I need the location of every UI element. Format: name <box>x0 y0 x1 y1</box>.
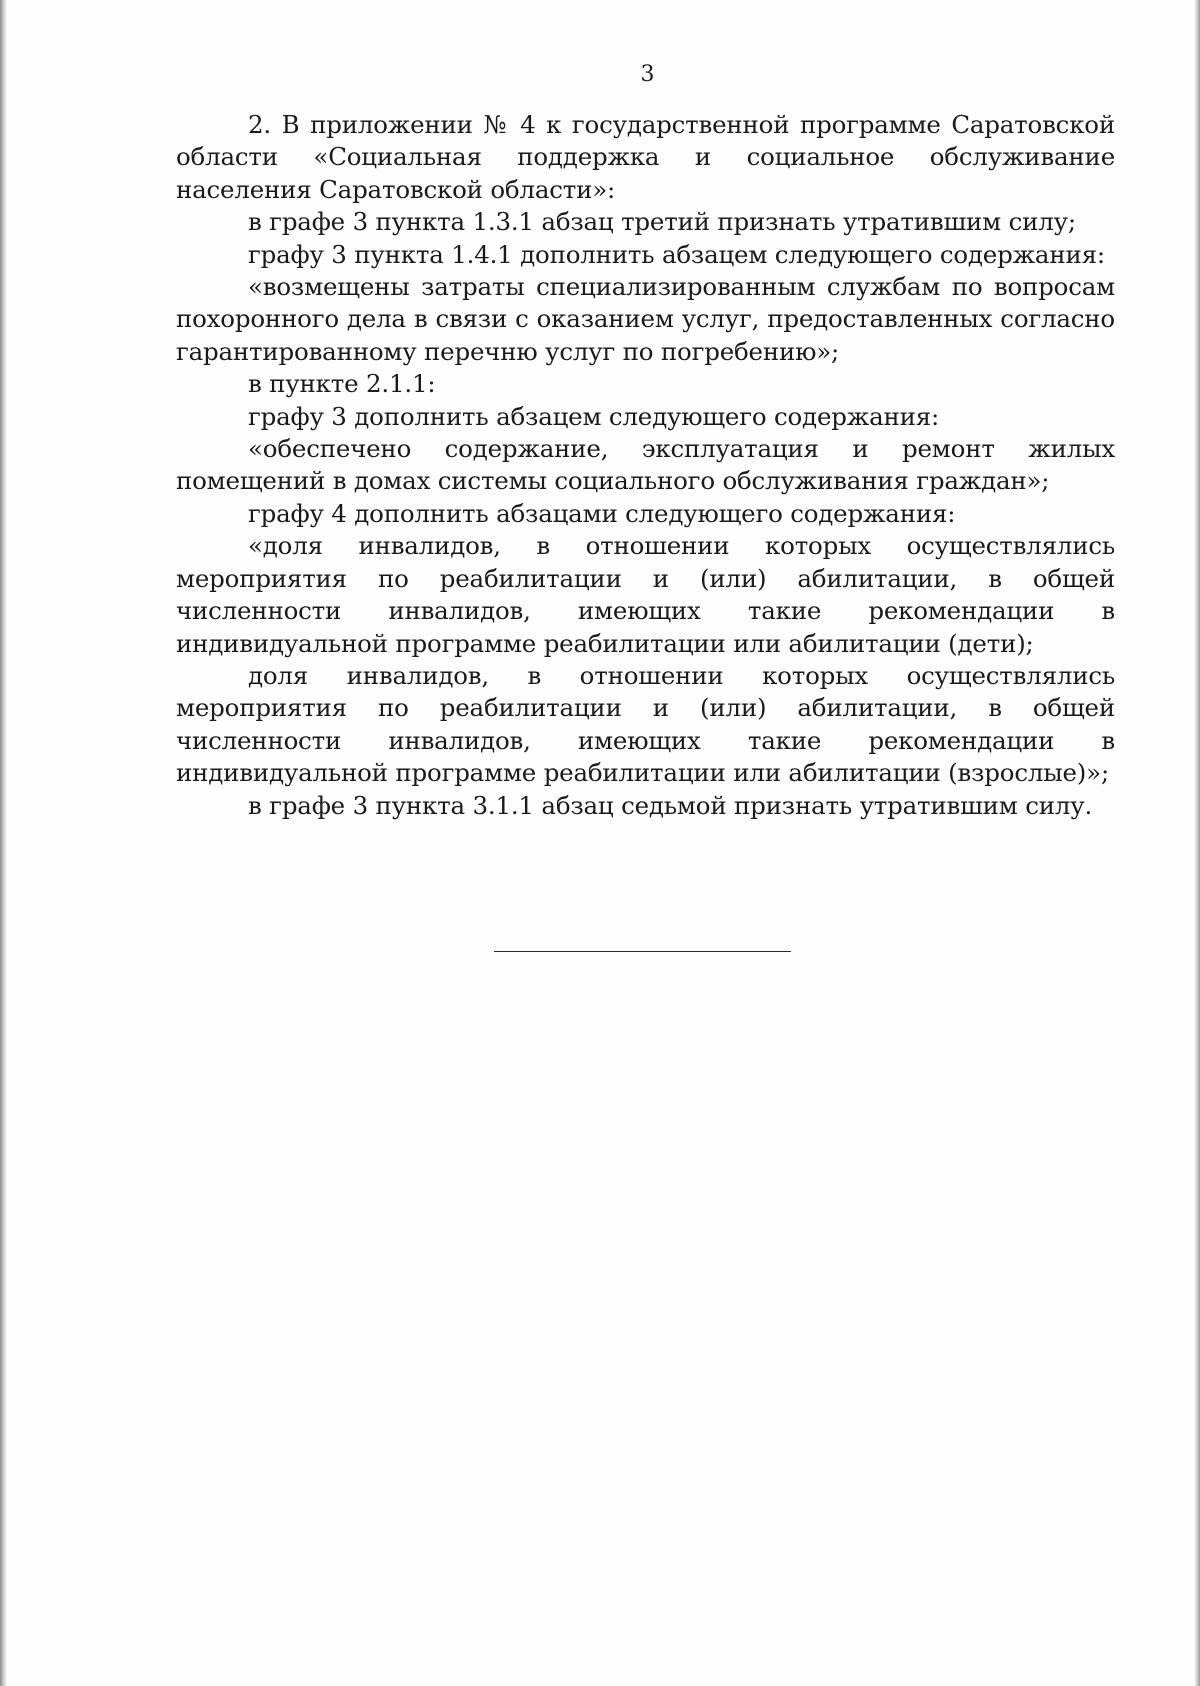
paragraph-item-1-4-1: графу 3 пункта 1.4.1 дополнить абзацем следующего содержания: <box>248 239 1105 269</box>
paragraph-quote-funeral-services: «возмещены затраты специализированным службам по вопросам похоронного дела в связи с оказанием услуг, предоставленных согласно гарантированному перечню услуг по погребению»; <box>176 272 1115 366</box>
document-body <box>176 109 1115 822</box>
end-of-text-rule <box>494 951 791 952</box>
paragraph-quote-housing-maintenance: «обеспечено содержание, эксплуатация и ремонт жилых помещений в домах системы социального обслуживания граждан»; <box>176 434 1115 496</box>
paragraph-column-3: графу 3 дополнить абзацем следующего содержания: <box>248 401 940 431</box>
paragraph-quote-disabled-adults: доля инвалидов, в отношении которых осуществлялись мероприятия по реабилитации и (или) абилитации, в общей численности инвалидов, имеющих такие рекомендации в индивидуальной программе реабилитации или абилитации (взрослые)»; <box>176 660 1115 788</box>
paragraph-quote-disabled-children: «доля инвалидов, в отношении которых осуществлялись мероприятия по реабилитации и (или) абилитации, в общей численности инвалидов, имеющих такие рекомендации в индивидуальной программе реабилитации или абилитации (дети); <box>176 531 1115 658</box>
scan-edge-right <box>1194 0 1200 1686</box>
paragraph-item-1-3-1: в графе 3 пункта 1.3.1 абзац третий признать утратившим силу; <box>248 207 1076 237</box>
paragraph-amendment-intro: 2. В приложении № 4 к государственной программе Саратовской области «Социальная поддержка и социальное обслуживание населения Саратовской области»: <box>176 110 1115 204</box>
page-number: 3 <box>640 62 655 87</box>
scan-edge-left <box>0 0 7 1686</box>
paragraph-item-2-1-1: в пункте 2.1.1: <box>248 369 436 399</box>
paragraph-item-3-1-1: в графе 3 пункта 3.1.1 абзац седьмой признать утратившим силу. <box>248 790 1093 820</box>
paragraph-column-4: графу 4 дополнить абзацами следующего содержания: <box>248 498 956 528</box>
